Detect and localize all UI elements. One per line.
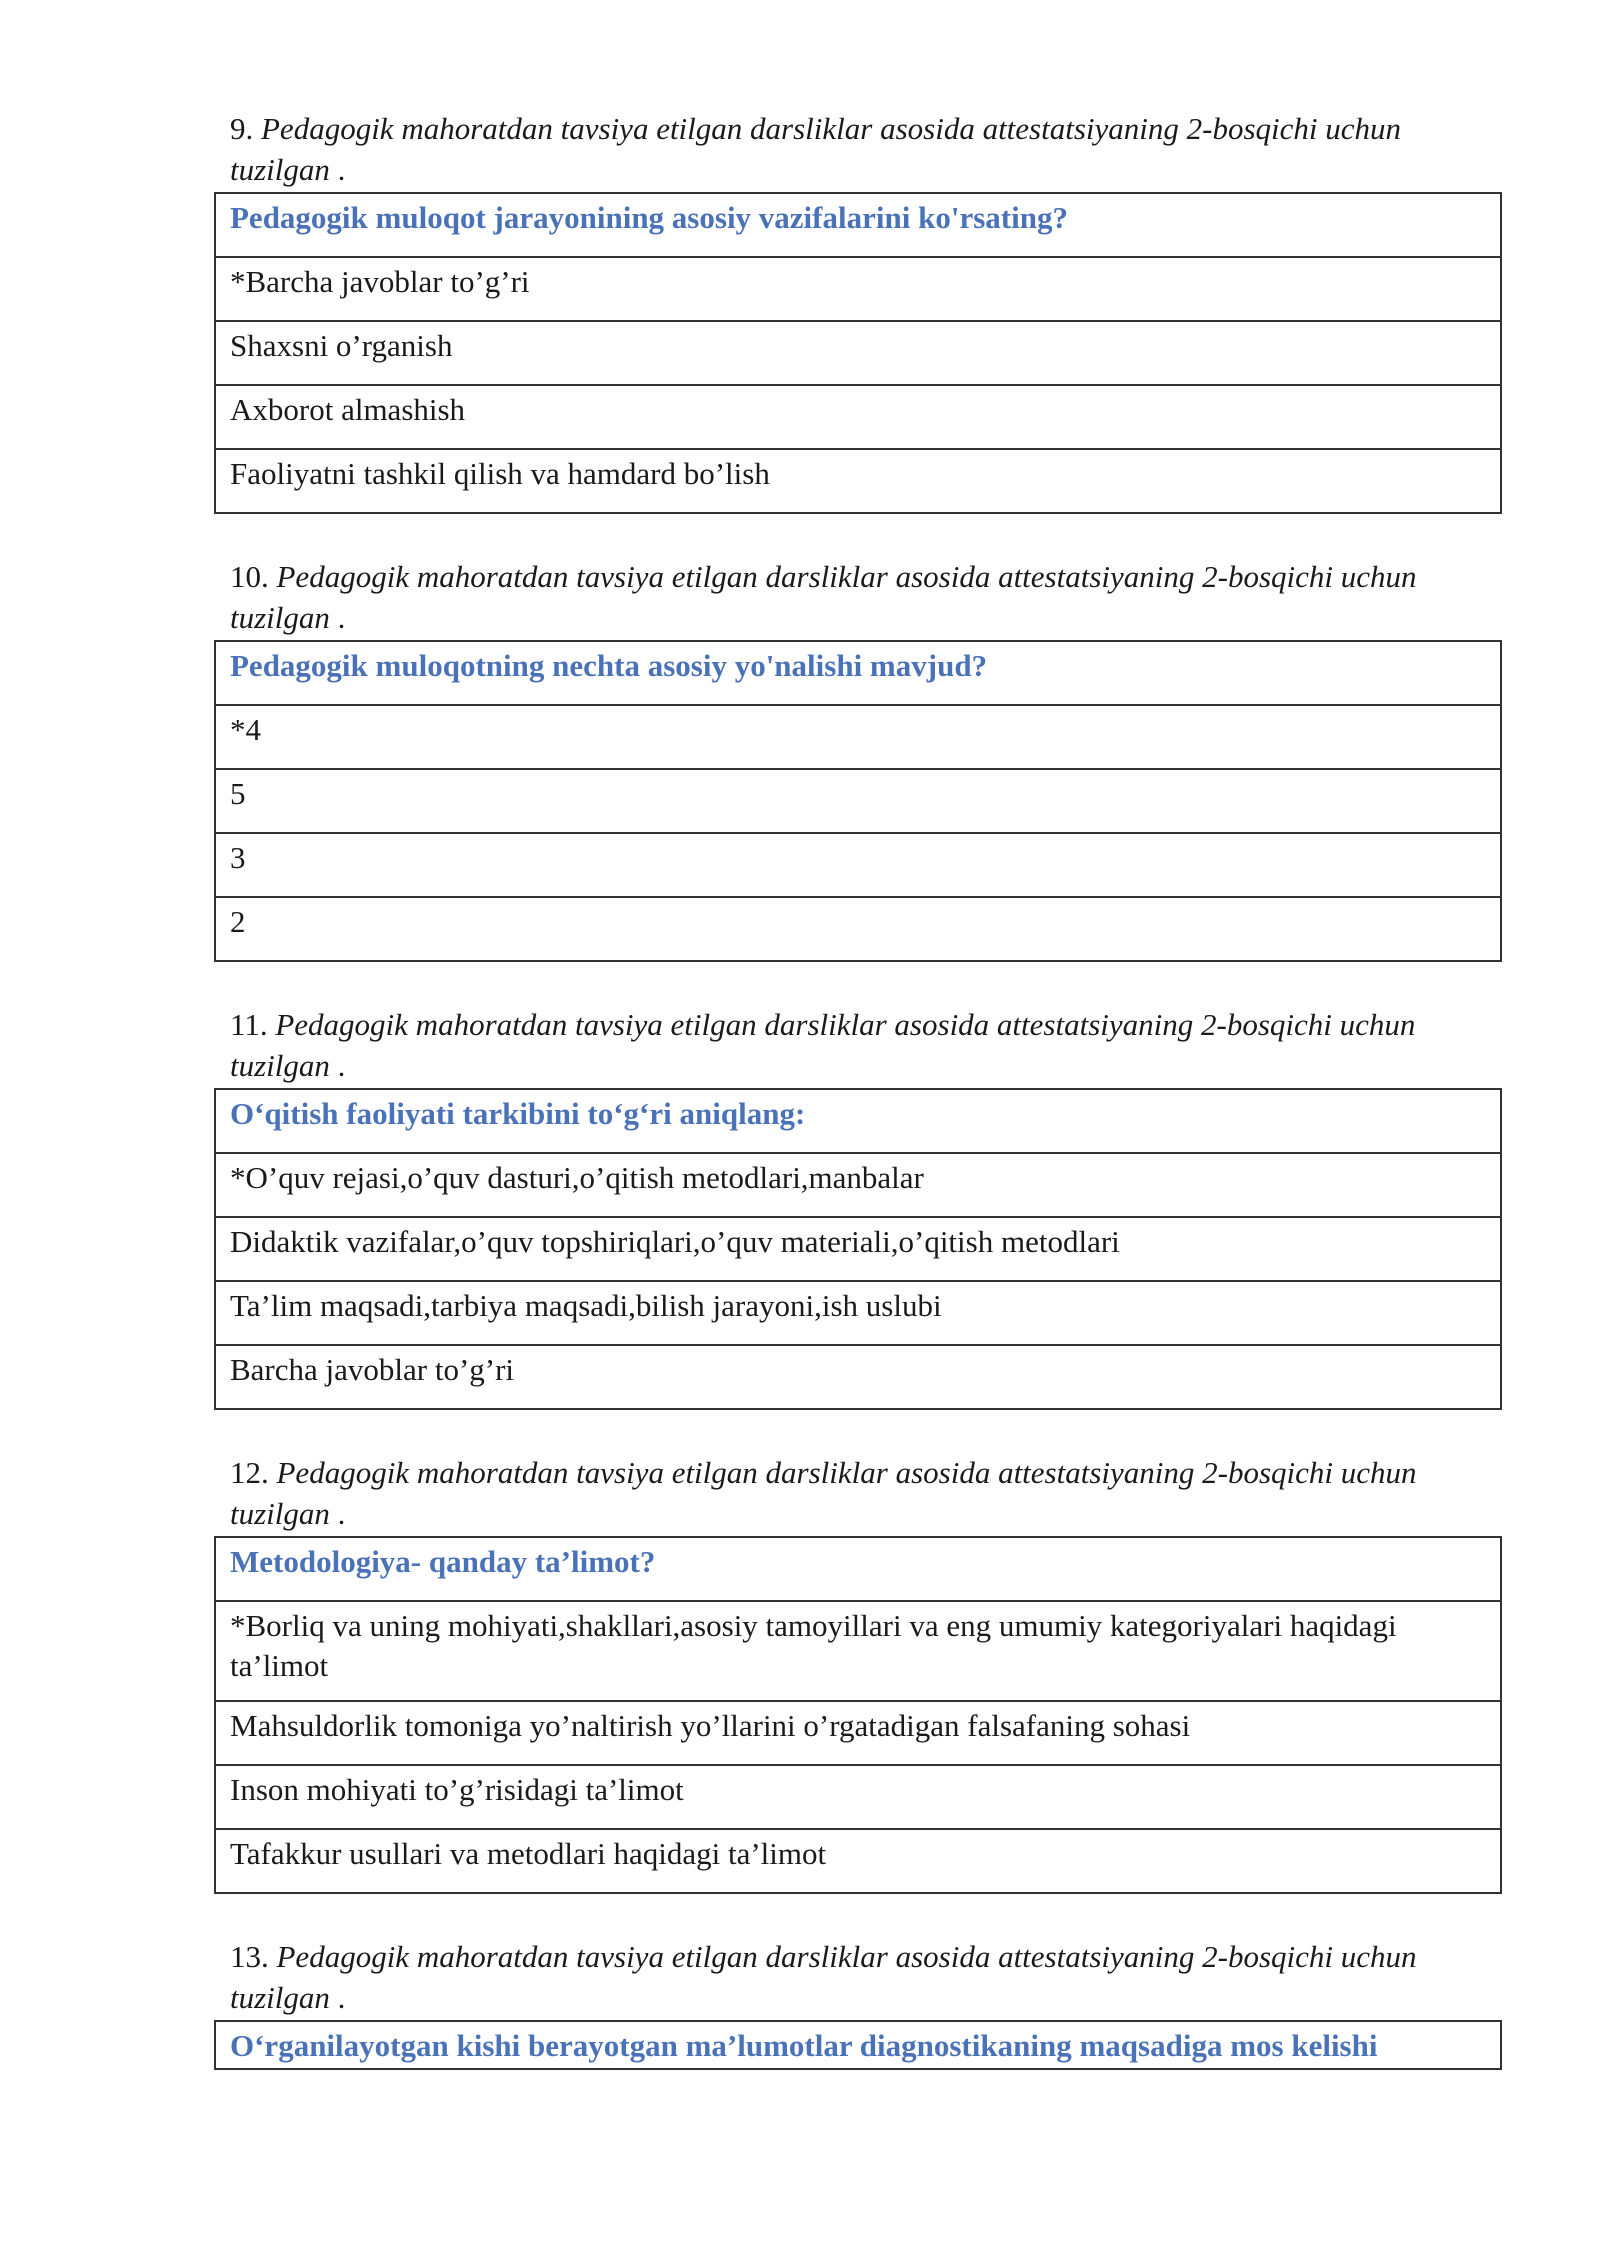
question-intro (230, 1452, 1502, 1534)
answer-option: *Borliq va uning mohiyati,shakllari,asosiy tamoyillari va eng umumiy kategoriyalari haqidagi ta’limot (215, 1601, 1501, 1701)
question-intro-text: Pedagogik mahoratdan tavsiya etilgan darsliklar asosida attestatsiyaning 2-bosqichi uchun tuzilgan (230, 1939, 1417, 2015)
question-intro-end: . (329, 1048, 346, 1083)
question-number: 11. (230, 1007, 268, 1042)
question-table (214, 192, 1502, 514)
question-block-13 (214, 1936, 1502, 2070)
question-intro-text: Pedagogik mahoratdan tavsiya etilgan darsliklar asosida attestatsiyaning 2-bosqichi uchun tuzilgan (230, 1455, 1417, 1531)
answer-option: 3 (215, 833, 1501, 897)
question-intro (230, 1004, 1502, 1086)
question-table (214, 640, 1502, 962)
answer-option: *4 (215, 705, 1501, 769)
question-intro (230, 556, 1502, 638)
question-intro (230, 108, 1502, 190)
answer-option: 5 (215, 769, 1501, 833)
answer-option: Shaxsni o’rganish (215, 321, 1501, 385)
answer-option: Inson mohiyati to’g’risidagi ta’limot (215, 1765, 1501, 1829)
answer-option: Ta’lim maqsadi,tarbiya maqsadi,bilish jarayoni,ish uslubi (215, 1281, 1501, 1345)
question-intro-end: . (329, 600, 346, 635)
answer-option: Didaktik vazifalar,o’quv topshiriqlari,o’quv materiali,o’qitish metodlari (215, 1217, 1501, 1281)
answer-option: 2 (215, 897, 1501, 961)
answer-option: *Barcha javoblar to’g’ri (215, 257, 1501, 321)
answer-option: *O’quv rejasi,o’quv dasturi,o’qitish metodlari,manbalar (215, 1153, 1501, 1217)
question-block-11 (214, 1004, 1502, 1410)
question-block-9 (214, 108, 1502, 514)
question-block-10 (214, 556, 1502, 962)
question-intro-end: . (329, 1980, 346, 2015)
question-intro-text: Pedagogik mahoratdan tavsiya etilgan darsliklar asosida attestatsiyaning 2-bosqichi uchun tuzilgan (230, 559, 1417, 635)
question-intro-text: Pedagogik mahoratdan tavsiya etilgan darsliklar asosida attestatsiyaning 2-bosqichi uchun tuzilgan (230, 111, 1402, 187)
question-intro (230, 1936, 1502, 2018)
question-text: Metodologiya- qanday ta’limot? (215, 1537, 1501, 1601)
question-number: 10. (230, 559, 269, 594)
answer-option: Tafakkur usullari va metodlari haqidagi ta’limot (215, 1829, 1501, 1893)
question-intro-text: Pedagogik mahoratdan tavsiya etilgan darsliklar asosida attestatsiyaning 2-bosqichi uchun tuzilgan (230, 1007, 1416, 1083)
question-text: Pedagogik muloqotning nechta asosiy yo'nalishi mavjud? (215, 641, 1501, 705)
question-number: 12. (230, 1455, 269, 1490)
answer-option: Faoliyatni tashkil qilish va hamdard bo’lish (215, 449, 1501, 513)
question-table (214, 1088, 1502, 1410)
answer-option: Mahsuldorlik tomoniga yo’naltirish yo’llarini o’rgatadigan falsafaning sohasi (215, 1701, 1501, 1765)
question-text: O‘qitish faoliyati tarkibini to‘g‘ri aniqlang: (215, 1089, 1501, 1153)
question-text: Pedagogik muloqot jarayonining asosiy vazifalarini ko'rsating? (215, 193, 1501, 257)
question-number: 13. (230, 1939, 269, 1974)
question-block-12 (214, 1452, 1502, 1894)
question-number: 9. (230, 111, 254, 146)
question-table (214, 2020, 1502, 2070)
question-intro-end: . (329, 152, 346, 187)
answer-option: Axborot almashish (215, 385, 1501, 449)
question-text: O‘rganilayotgan kishi berayotgan ma’lumotlar diagnostikaning maqsadiga mos kelishi (215, 2021, 1501, 2069)
question-intro-end: . (329, 1496, 346, 1531)
answer-option: Barcha javoblar to’g’ri (215, 1345, 1501, 1409)
question-table (214, 1536, 1502, 1894)
document-page (214, 108, 1502, 2112)
